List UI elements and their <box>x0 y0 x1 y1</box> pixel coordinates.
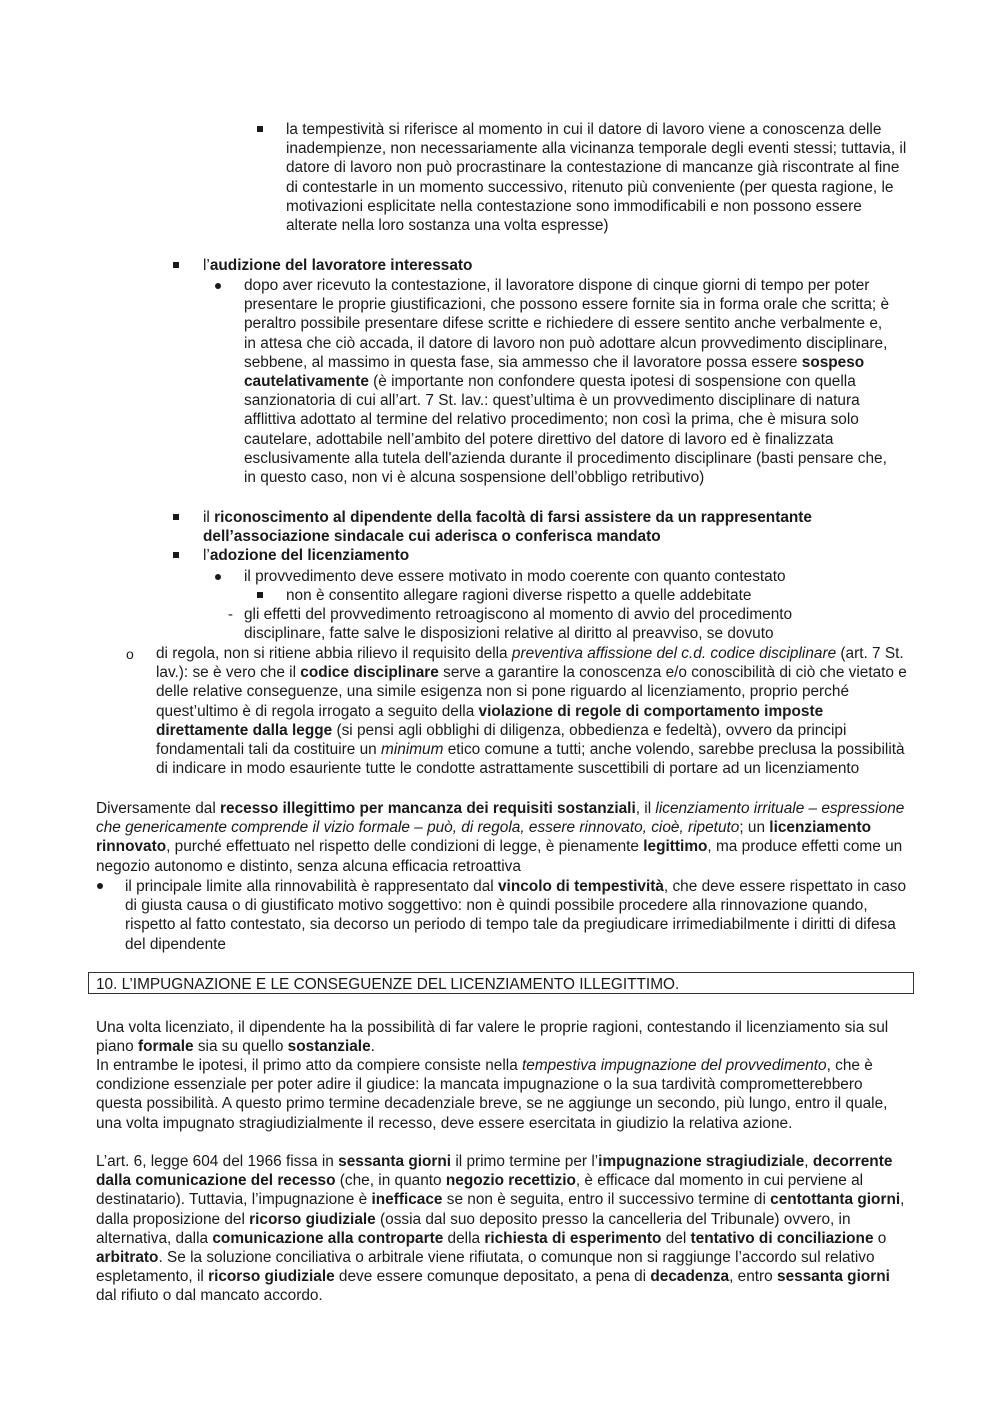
dash-bullet-icon: - <box>228 606 233 623</box>
list-item-audizione: l’audizione del lavoratore interessato <box>203 257 473 274</box>
list-item-tempestivita: la tempestività si riferisce al momento in cui il datore di lavoro viene a conoscenza delle inadempienze, non necessariamente alla vicinanza temporale degli eventi stessi; tuttavia, il datore di lavoro non può procrastinare la contestazione di mancanze già riscontrate al fine di contestarle in un momento successivo, ritenuto più conveniente (per questa ragione, le motivazioni esplicitate nella contestazione sono immodificabili e non possono essere alterate nella loro sostanza una volta espresse) <box>286 121 907 235</box>
square-bullet-icon <box>257 126 263 132</box>
square-bullet-icon <box>173 552 179 558</box>
section-heading: 10. L’IMPUGNAZIONE E LE CONSEGUENZE DEL LICENZIAMENTO ILLEGITTIMO. <box>96 976 680 993</box>
round-bullet-icon <box>215 574 221 580</box>
list-item-effetti-retroagiscono: gli effetti del provvedimento retroagiscono al momento di avvio del procedimento disciplinare, fatte salve le disposizioni relative al diritto al preavviso, se dovuto <box>244 606 793 643</box>
list-item-affissione: di regola, non si ritiene abbia rilievo il requisito della preventiva affissione del c.d. codice disciplinare (art. 7 St. lav.): se è vero che il codice disciplinare serve a garantire la conoscenza e/o conoscibilità di ciò che vietato e delle relative conseguenze, una simile esigenza non si pone riguardo al licenziamento, proprio perché quest’ultimo è di regola irrogato a seguito della violazione di regole di comportamento imposte direttamente dalla legge (si pensi agli obblighi di diligenza, obbedienza e fedeltà), ovvero da principi fondamentali tali da costituire un minimum etico comune a tutti; anche volendo, sarebbe preclusa la possibilità di indicare in modo esauriente tutte le condotte astrattamente suscettibili di portare ad un licenziamento <box>156 645 907 778</box>
list-item-non-consentito: non è consentito allegare ragioni diverse rispetto a quelle addebitate <box>286 587 752 604</box>
list-item-adozione: l’adozione del licenziamento <box>203 547 410 564</box>
list-item-limite: il principale limite alla rinnovabilità è rappresentato dal vincolo di tempestività, che deve essere rispettato in caso di giusta causa o di giustificato motivo soggettivo: non è quindi possibile procedere alla rinnovazione quando, rispetto al fatto contestato, sia decorso un periodo di tempo tale da pregiudicare irrimediabilmente i diritti di difesa del dipendente <box>125 878 907 953</box>
list-item-provvedimento-motivato: il provvedimento deve essere motivato in modo coerente con quanto contestato <box>244 568 786 585</box>
square-bullet-icon <box>173 262 179 268</box>
round-bullet-icon <box>97 883 103 889</box>
list-item-audizione-detail: dopo aver ricevuto la contestazione, il lavoratore dispone di cinque giorni di tempo per poter presentare le proprie giustificazioni, che possono essere fornite sia in forma orale che scritta; è peraltro possibile presentare difese scritte e richiedere di essere sentito anche verbalmente e, in attesa che ciò accada, il datore di lavoro non può adottare alcun provvedimento disciplinare, sebbene, al massimo in questa fase, sia ammesso che il lavoratore possa essere sospeso cautelativamente (è importante non confondere questa ipotesi di sospensione con quella sanzionatoria di cui all’art. 7 St. lav.: quest’ultima è un provvedimento disciplinare di natura afflittiva adottato al termine del relativo procedimento; non così la prima, che è misura solo cautelare, adottabile nell’ambito del potere direttivo del datore di lavoro ed è finalizzata esclusivamente alla tutela dell'azienda durante il procedimento disciplinare (basti pensare che, in questo caso, non vi è alcuna sospensione dell’obbligo retributivo) <box>244 277 890 487</box>
paragraph-in-entrambe: In entrambe le ipotesi, il primo atto da compiere consiste nella tempestiva impugnazione del provvedimento, che è condizione essenziale per poter adire il giudice: la mancata impugnazione o la sua tardività comprometterebbero questa possibilità. A questo primo termine decadenziale breve, se ne aggiunge un secondo, più lungo, entro il quale, una volta impugnato stragiudizialmente il recesso, deve essere esercitata in giudizio la relativa azione. <box>96 1057 888 1132</box>
square-bullet-icon <box>257 592 263 598</box>
list-item-riconoscimento: il riconoscimento al dipendente della facoltà di farsi assistere da un rappresentante dell’associazione sindacale cui aderisca o conferisca mandato <box>203 509 812 546</box>
paragraph-diversamente: Diversamente dal recesso illegittimo per mancanza dei requisiti sostanziali, il licenziamento irrituale – espressione che genericamente comprende il vizio formale – può, di regola, essere rinnovato, cioè, ripetuto; un licenziamento rinnovato, purché effettuato nel rispetto delle condizioni di legge, è pienamente legittimo, ma produce effetti come un negozio autonomo e distinto, senza alcuna efficacia retroattiva <box>96 800 905 875</box>
square-bullet-icon <box>173 514 179 520</box>
round-bullet-icon <box>215 283 221 289</box>
circle-bullet-icon: o <box>126 646 134 662</box>
paragraph-una-volta: Una volta licenziato, il dipendente ha la possibilità di far valere le proprie ragioni, contestando il licenziamento sia sul piano formale sia su quello sostanziale. <box>96 1019 889 1056</box>
paragraph-art-6: L’art. 6, legge 604 del 1966 fissa in sessanta giorni il primo termine per l’impugnazione stragiudiziale, decorrente dalla comunicazione del recesso (che, in quanto negozio recettizio, è efficace dal momento in cui perviene al destinatario). Tuttavia, l’impugnazione è inefficace se non è seguita, entro il successivo termine di centottanta giorni, dalla proposizione del ricorso giudiziale (ossia dal suo deposito presso la cancelleria del Tribunale) ovvero, in alternativa, dalla comunicazione alla controparte della richiesta di esperimento del tentativo di conciliazione o arbitrato. Se la soluzione conciliativa o arbitrale viene rifiutata, o comunque non si raggiunge l’accordo sul relativo espletamento, il ricorso giudiziale deve essere comunque depositato, a pena di decadenza, entro sessanta giorni dal rifiuto o dal mancato accordo. <box>96 1153 905 1305</box>
